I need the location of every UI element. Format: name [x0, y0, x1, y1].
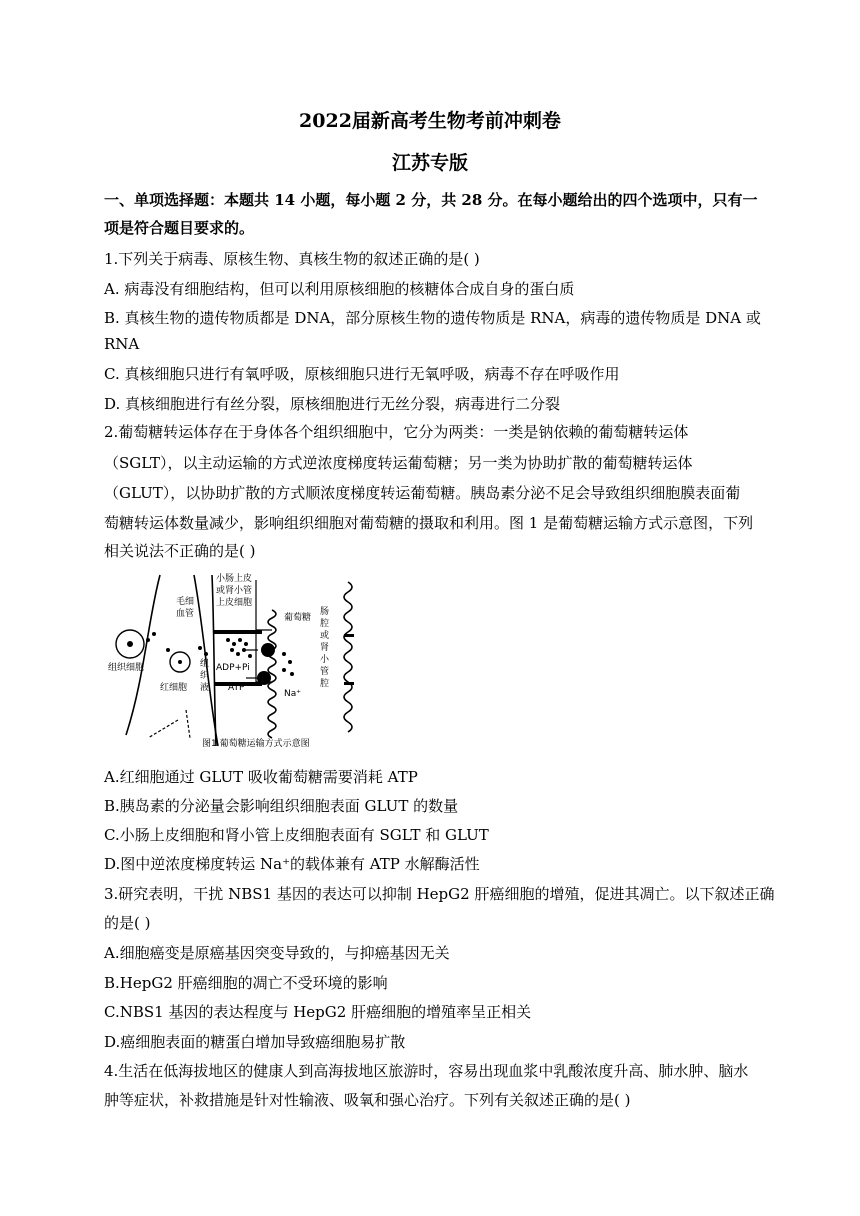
glucose-transport-diagram	[108, 570, 368, 752]
q3-option-b: B.HepG2 肝癌细胞的凋亡不受环境的影响	[104, 974, 388, 992]
label-lumen-1: 肠	[320, 607, 330, 617]
page-title: 2022届新高考生物考前冲刺卷	[299, 110, 561, 132]
label-lumen-4: 肾	[320, 643, 330, 653]
label-red-cell: 红细胞	[160, 683, 188, 693]
q1-option-b: B. 真核生物的遗传物质都是 DNA，部分原核生物的遗传物质是 RNA，病毒的遗传物质是 DNA 或	[104, 309, 761, 327]
q2-stem-line4: 萄糖转运体数量减少，影响组织细胞对葡萄糖的摄取和利用。图 1 是葡萄糖运输方式示意图，下列	[104, 514, 754, 532]
q3-stem-line2: 的是( )	[104, 914, 151, 932]
figure-caption: 图1 葡萄糖运输方式示意图	[202, 739, 310, 749]
label-adp: ADP+Pi	[216, 663, 250, 673]
label-epithelium-1: 小肠上皮	[216, 574, 253, 584]
q2-stem-line3: （GLUT），以协助扩散的方式顺浓度梯度转运葡萄糖。胰岛素分泌不足会导致组织细胞膜表面葡	[104, 484, 741, 502]
q4-stem-line2: 肿等症状，补救措施是针对性输液、吸氧和强心治疗。下列有关叙述正确的是( )	[104, 1091, 631, 1109]
q3-option-d: D.癌细胞表面的糖蛋白增加导致癌细胞易扩散	[104, 1033, 406, 1051]
q3-option-a: A.细胞癌变是原癌基因突变导致的，与抑癌基因无关	[104, 944, 450, 962]
label-lumen-2: 腔	[320, 619, 330, 629]
q2-stem-line1: 2.葡萄糖转运体存在于身体各个组织细胞中，它分为两类：一类是钠依赖的葡萄糖转运体	[104, 423, 689, 441]
q2-stem-line5: 相关说法不正确的是( )	[104, 542, 256, 560]
label-epithelium-3: 上皮细胞	[216, 598, 253, 608]
label-lumen-3: 或	[320, 631, 330, 641]
label-interstitial-2: 织	[200, 671, 210, 681]
label-epithelium-2: 或肾小管	[216, 586, 253, 596]
label-tissue-cell: 组织细胞	[108, 663, 145, 673]
q4-stem-line1: 4.生活在低海拔地区的健康人到高海拔地区旅游时，容易出现血浆中乳酸浓度升高、肺水肿、脑水	[104, 1062, 749, 1080]
label-na: Na⁺	[284, 689, 301, 699]
label-capillary-1: 毛细	[176, 597, 195, 607]
q3-option-c: C.NBS1 基因的表达程度与 HepG2 肝癌细胞的增殖率呈正相关	[104, 1003, 532, 1021]
q2-option-a: A.红细胞通过 GLUT 吸收葡萄糖需要消耗 ATP	[104, 768, 418, 786]
q1-stem: 1.下列关于病毒、原核生物、真核生物的叙述正确的是( )	[104, 250, 480, 268]
q2-option-d: D.图中逆浓度梯度转运 Na⁺的载体兼有 ATP 水解酶活性	[104, 855, 480, 873]
label-lumen-5: 小	[320, 655, 330, 665]
page-subtitle: 江苏专版	[391, 152, 468, 174]
label-lumen-6: 管	[320, 667, 330, 677]
glucose-transport-figure	[108, 570, 368, 752]
q1-option-b-cont: RNA	[104, 335, 140, 353]
label-capillary-2: 血管	[176, 609, 195, 619]
label-interstitial-1: 组	[200, 659, 210, 669]
label-interstitial-3: 液	[200, 683, 210, 693]
section-heading-line1: 一、单项选择题：本题共 14 小题，每小题 2 分，共 28 分。在每小题给出的四个选项中，只有一	[104, 191, 758, 209]
section-heading-line2: 项是符合题目要求的。	[104, 219, 255, 237]
q2-option-b: B.胰岛素的分泌量会影响组织细胞表面 GLUT 的数量	[104, 797, 459, 815]
label-lumen-7: 腔	[320, 679, 330, 689]
label-glucose: 葡萄糖	[284, 613, 312, 623]
q1-option-d: D. 真核细胞进行有丝分裂，原核细胞进行无丝分裂，病毒进行二分裂	[104, 395, 561, 413]
q2-option-c: C.小肠上皮细胞和肾小管上皮细胞表面有 SGLT 和 GLUT	[104, 826, 489, 844]
q1-option-c: C. 真核细胞只进行有氧呼吸，原核细胞只进行无氧呼吸，病毒不存在呼吸作用	[104, 365, 620, 383]
q1-option-a: A. 病毒没有细胞结构，但可以利用原核细胞的核糖体合成自身的蛋白质	[104, 280, 575, 298]
q2-stem-line2: （SGLT），以主动运输的方式逆浓度梯度转运葡萄糖；另一类为协助扩散的葡萄糖转运体	[104, 454, 693, 472]
q3-stem-line1: 3.研究表明，干扰 NBS1 基因的表达可以抑制 HepG2 肝癌细胞的增殖，促进其凋亡。以下叙述正确	[104, 885, 775, 903]
label-atp: ATP	[228, 683, 245, 693]
